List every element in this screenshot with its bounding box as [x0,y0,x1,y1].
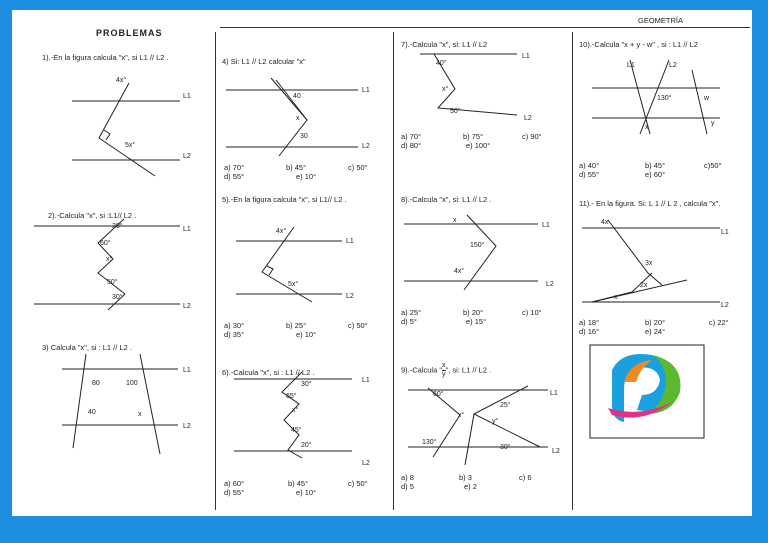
p3-label-b: 100 [126,380,138,387]
p4-label-c: 30 [300,133,308,140]
p1-label-l1: L1 [183,93,191,100]
p4-label-b: x [296,115,300,122]
figure-1 [72,83,180,176]
p7-label-l2: L2 [524,115,532,122]
p8-label-c: 4x° [454,268,465,275]
figure-3 [62,354,178,454]
p9-label-a: 60° [433,391,444,398]
p7-label-c: 50° [450,108,461,115]
p3-label-d: x [138,411,142,418]
p5-label-a: 4x° [276,228,287,235]
p6-label-e: 20° [301,442,312,449]
p11-label-d: x [614,294,618,301]
p11-label-a: 4x [601,219,609,226]
figure-4 [226,78,358,156]
p8-label-a: x [453,217,457,224]
p10-label-l2: L2 [669,62,677,69]
p6-label-a: 30° [301,381,312,388]
problem-3-text: 3) Calcula "x", si : L1 // L2 . [42,343,132,352]
problem-1-text: 1).-En la figura calcula "x", si L1 // L2 . [42,53,169,62]
p2-label-l2: L2 [183,303,191,310]
p2-label-a: 20° [112,223,123,230]
page-title: PROBLEMAS [96,28,163,38]
p11-label-c: 2x [640,282,648,289]
problem-10-text: 10).-Calcula "x + y - w" , si : L1 // L2 [579,40,698,49]
p4-label-l1: L1 [362,87,370,94]
p5-label-l1: L1 [346,238,354,245]
p10-label-b: w [704,95,710,102]
p6-label-c: x° [292,407,299,414]
figure-9 [408,386,548,465]
figure-10 [592,60,720,134]
problem-7-text: 7).-Calcula "x", si: L1 // L2 [401,40,488,49]
p1-label-l2: L2 [183,153,191,160]
p10-label-a: 130° [657,95,672,102]
p10-label-l1: L1 [627,62,635,69]
p1-label-top: 4x° [116,77,127,84]
p9-label-l1: L1 [550,390,558,397]
problem-11-text: 11).- En la figura. Si: L 1 // L 2 , calcula "x". [579,199,721,208]
figures [12,10,752,516]
p2-label-e: 30° [112,294,123,301]
figure-8 [404,215,538,290]
worksheet: PROBLEMAS GEOMETRÍA 1).-En la figura calcula "x", si L1 // L2 . 2).-Calcula "x", si :L1// L2 . 3) Calcula "x", si : L1 // L2 . 4) Si: L1 // L2 calcular "x" 5).-En la figura calcula "x", si L1// L2 . 6).-Calcula "x", si : L1 // L2 . 7).-Calcula "x", si: L1 // L2 8).-Calcula "x", si: L1 // L2 . 9).-Calcula " $\frac{x}{y}$ ", si: L1 // L2 . 10).-Calcula "x + y - w" , si : L1 // L2 11).- En la figura. Si: L 1 // L 2 , calcula "x". a) 70° b) 45° c) 50° d) 55° e) 10° a) 30° b) 25° c) 50° d) 35° e) 10° a) 60° b) 45° c) 50° d) 55° e) 10° a) 70° b) 75° c) 90° d) 80° e) 100° a) 25° b) 20° c) 10° d) 5° e) 15° a) 8 b) 3 c) 6 d) 5 e) 2 a) 40° b) 45° c)50° d) 55° e) 60° a) 18° b) 20° c) 22° d) 16° e) 24° 4x° 5x° L1 L2 20° 60° x° 50° 30° L1 L2 80 100 40 x L1 L2 40 x 30 L1 L2 4x° 5x° L1 L2 30° 65° x° 45° 20° L1 L2 40° x° 50° L1 L2 x 150° 4x° L1 L2 60° x° 25° y° 130° 30° L1 L2 130° w x y L1 L2 4x 3x 2x x L1 L2 [12,10,752,516]
p4-label-l2: L2 [362,143,370,150]
problem-2-text: 2).-Calcula "x", si :L1// L2 . [48,211,137,220]
p10-label-d: y [711,120,715,127]
p5-label-l2: L2 [346,293,354,300]
p6-label-l2: L2 [362,460,370,467]
p3-label-a: 80 [92,380,100,387]
p9-label-l2: L2 [552,448,560,455]
p2-label-d: 50° [107,279,118,286]
p2-label-l1: L1 [183,226,191,233]
p9-label-e: 130° [422,439,437,446]
p7-label-l1: L1 [522,53,530,60]
p2-label-c: x° [106,256,113,263]
p8-label-b: 150° [470,242,485,249]
problem-5-text: 5).-En la figura calcula "x", si L1// L2 . [222,195,347,204]
p6-label-l1: L1 [362,377,370,384]
p6-label-b: 65° [286,393,297,400]
p9-label-d: y° [492,418,499,425]
p11-label-l2: L2 [721,302,729,309]
figure-6 [234,372,352,458]
p3-label-l2: L2 [183,423,191,430]
p3-label-l1: L1 [183,367,191,374]
p11-label-l1: L1 [721,229,729,236]
figure-5 [236,227,342,302]
p5-label-b: 5x° [288,281,299,288]
p9-label-b: x° [458,412,465,419]
p11-label-b: 3x [645,260,653,267]
p4-label-a: 40 [293,93,301,100]
problem-9-text: 9).-Calcula " $\frac{x}{y}$ ", si: L1 // L2 . [401,362,492,378]
p7-label-b: x° [442,86,449,93]
logo-image [590,345,704,438]
p8-label-l2: L2 [546,281,554,288]
p3-label-c: 40 [88,409,96,416]
subject-label: GEOMETRÍA [638,16,684,25]
p8-label-l1: L1 [542,222,550,229]
p7-label-a: 40° [436,60,447,67]
figure-7 [420,54,517,115]
p6-label-d: 45° [291,427,302,434]
p9-label-c: 25° [500,402,511,409]
figure-2 [34,219,180,310]
problem-4-text: 4) Si: L1 // L2 calcular "x" [222,57,306,66]
p2-label-b: 60° [100,240,111,247]
p9-label-f: 30° [500,444,511,451]
problem-6-text: 6).-Calcula "x", si : L1 // L2 . [222,368,315,377]
p10-label-c: x [645,124,649,131]
problem-8-text: 8).-Calcula "x", si: L1 // L2 . [401,195,492,204]
p1-label-bottom: 5x° [125,142,136,149]
